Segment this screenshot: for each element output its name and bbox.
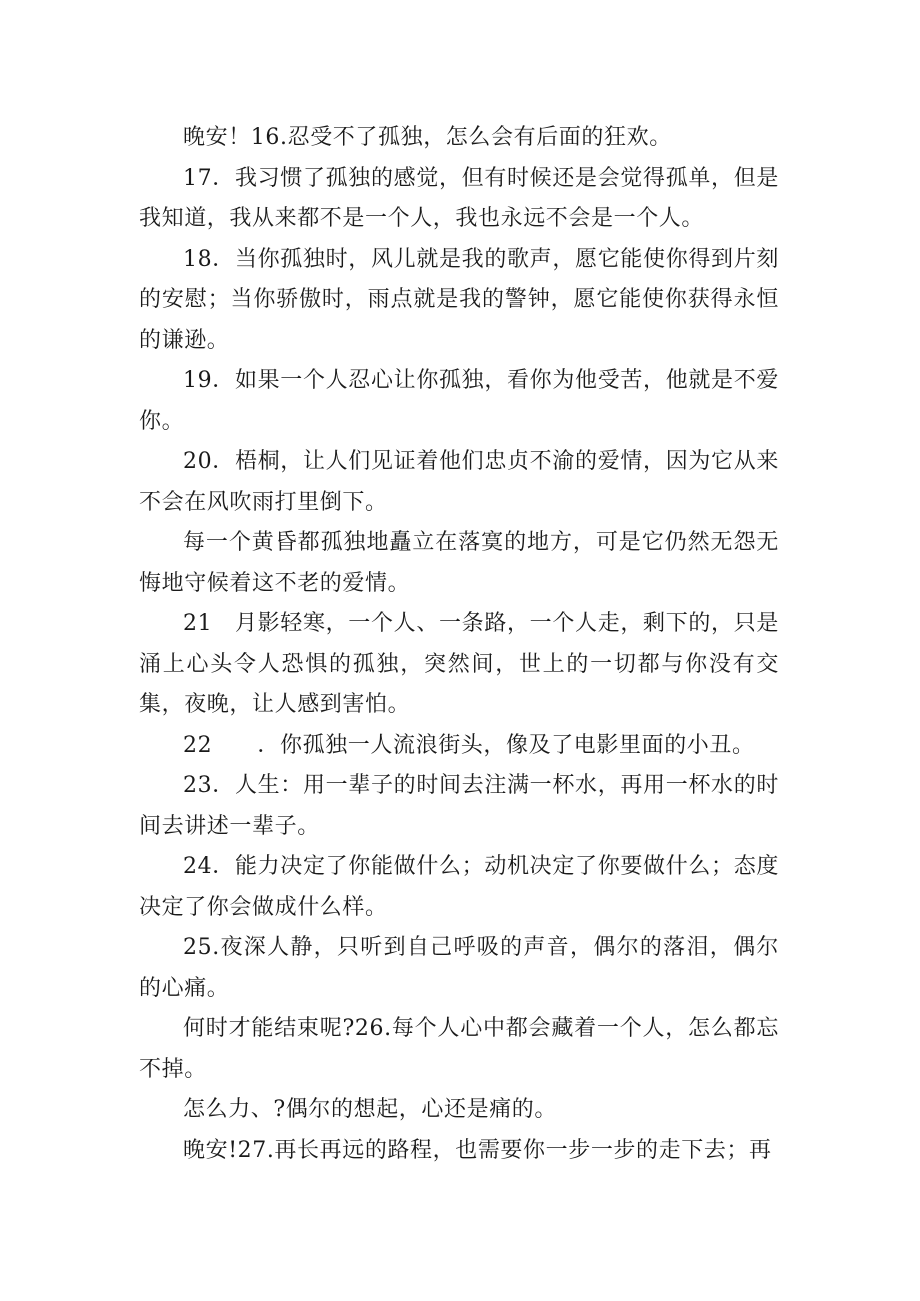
paragraph-2: 17．我习惯了孤独的感觉，但有时候还是会觉得孤单，但是我知道，我从来都不是一个人，我也永远不会是一个人。 <box>139 165 779 231</box>
paragraph-3: 18．当你孤独时，风儿就是我的歌声，愿它能使你得到片刻的安慰；当你骄傲时，雨点就是我的警钟，愿它能使你获得永恒的谦逊。 <box>139 246 779 353</box>
paragraph-9: 23．人生：用一辈子的时间去注满一杯水，再用一杯水的时间去讲述一辈子。 <box>139 773 779 839</box>
paragraph-13: 怎么力、?偶尔的想起，心还是痛的。 <box>183 1097 557 1122</box>
paragraph-11: 25.夜深人静，只听到自己呼吸的声音，偶尔的落泪，偶尔的心痛。 <box>139 935 779 1001</box>
paragraph-14: 晚安!27.再长再远的路程，也需要你一步一步的走下去；再 <box>183 1137 772 1163</box>
paragraph-5: 20．梧桐，让人们见证着他们忠贞不渝的爱情，因为它从来不会在风吹雨打里倒下。 <box>139 449 779 515</box>
paragraph-10: 24．能力决定了你能做什么；动机决定了你要做什么；态度决定了你会做成什么样。 <box>139 854 779 920</box>
paragraph-1: 晚安！16.忍受不了孤独，怎么会有后面的狂欢。 <box>183 125 672 150</box>
paragraph-7: 21 月影轻寒，一个人、一条路，一个人走，剩下的，只是涌上心头令人恐惧的孤独，突然间，世上的一切都与你没有交集，夜晚，让人感到害怕。 <box>139 611 779 717</box>
paragraph-6: 每一个黄昏都孤独地矗立在落寞的地方，可是它仍然无怨无悔地守候着这不老的爱情。 <box>139 530 779 596</box>
document-body <box>139 118 779 1171</box>
paragraph-12: 何时才能结束呢?26.每个人心中都会藏着一个人，怎么都忘不掉。 <box>139 1016 779 1082</box>
paragraph-8: 22 ．你孤独一人流浪街头，像及了电影里面的小丑。 <box>183 732 755 758</box>
paragraph-4: 19．如果一个人忍心让你孤独，看你为他受苦，他就是不爱你。 <box>139 368 779 434</box>
